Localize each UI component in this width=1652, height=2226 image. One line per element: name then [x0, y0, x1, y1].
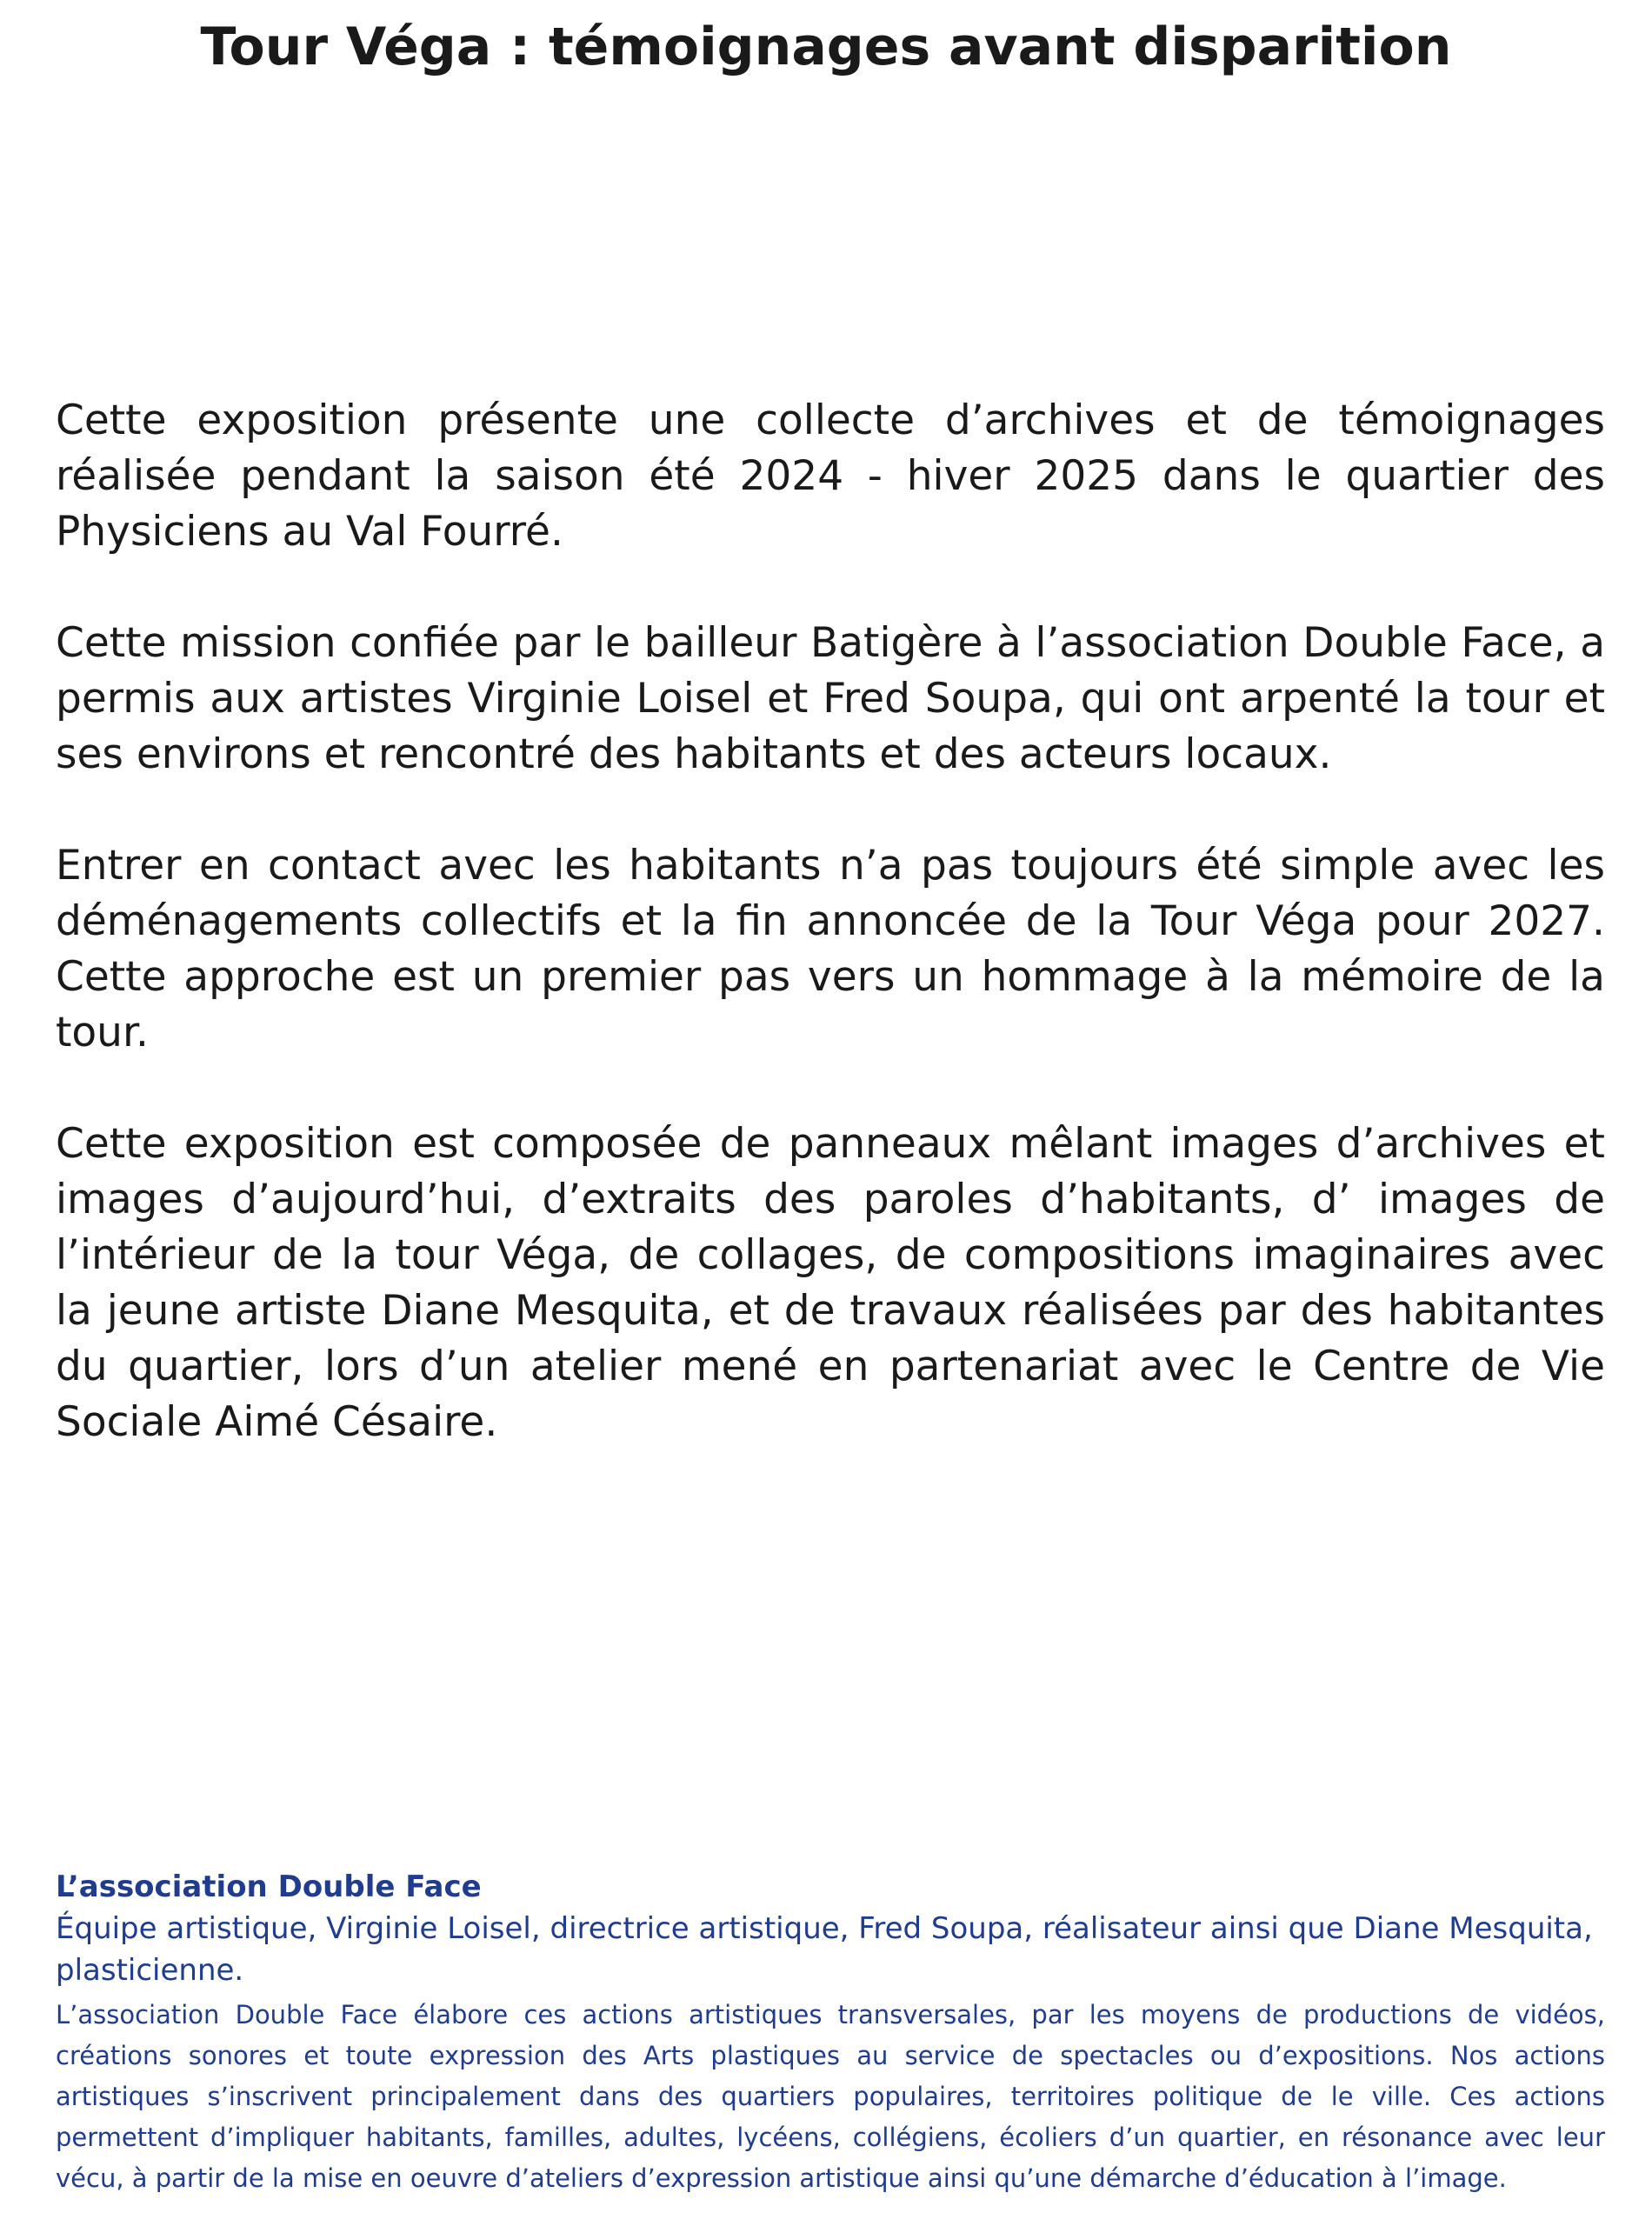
paragraph-contact: Entrer en contact avec les habitants n’a pas toujours été simple avec les déménagements collectifs et la fin annoncée de la Tour Véga pour 2027. Cette approche est un premier pas vers un hommage à la mémoire de la tour.	[56, 842, 1605, 1056]
main-text	[56, 393, 1605, 1506]
artistic-team: Équipe artistique, Virginie Loisel, directrice artistique, Fred Soupa, réalisateur ainsi que Diane Mesquita, plasticienne.	[56, 1911, 1593, 1988]
paragraph-intro: Cette exposition présente une collecte d’archives et de témoignages réalisée pendant la saison été 2024 - hiver 2025 dans le quartier des Physiciens au Val Fourré.	[56, 397, 1605, 556]
association-heading: L’association Double Face	[56, 1869, 482, 1904]
association-footer	[56, 1866, 1605, 2199]
page-title: Tour Véga : témoignages avant disparition	[200, 17, 1452, 77]
paragraph-mission: Cette mission confiée par le bailleur Batigère à l’association Double Face, a permis aux artistes Virginie Loisel et Fred Soupa, qui ont arpenté la tour et ses environs et rencontré des habitants et des acteurs locaux.	[56, 619, 1605, 778]
paragraph-composition: Cette exposition est composée de panneaux mêlant images d’archives et images d’aujourd’hui, d’extraits des paroles d’habitants, d’ images de l’intérieur de la tour Véga, de collages, de compositions imaginaires avec la jeune artiste Diane Mesquita, et de travaux réalisées par des habitantes du quartier, lors d’un atelier mené en partenariat avec le Centre de Vie Sociale Aimé Césaire.	[56, 1120, 1605, 1446]
association-description: L’association Double Face élabore ces actions artistiques transversales, par les moyens de productions de vidéos, créations sonores et toute expression des Arts plastiques au service de spectacles ou d’expositions. Nos actions artistiques s’inscrivent principalement dans des quartiers populaires, territoires politique de le ville. Ces actions permettent d’impliquer habitants, familles, adultes, lycéens, collégiens, écoliers d’un quartier, en résonance avec leur vécu, à partir de la mise en oeuvre d’ateliers d’expression artistique ainsi qu’une démarche d’éducation à l’image.	[56, 2000, 1605, 2193]
